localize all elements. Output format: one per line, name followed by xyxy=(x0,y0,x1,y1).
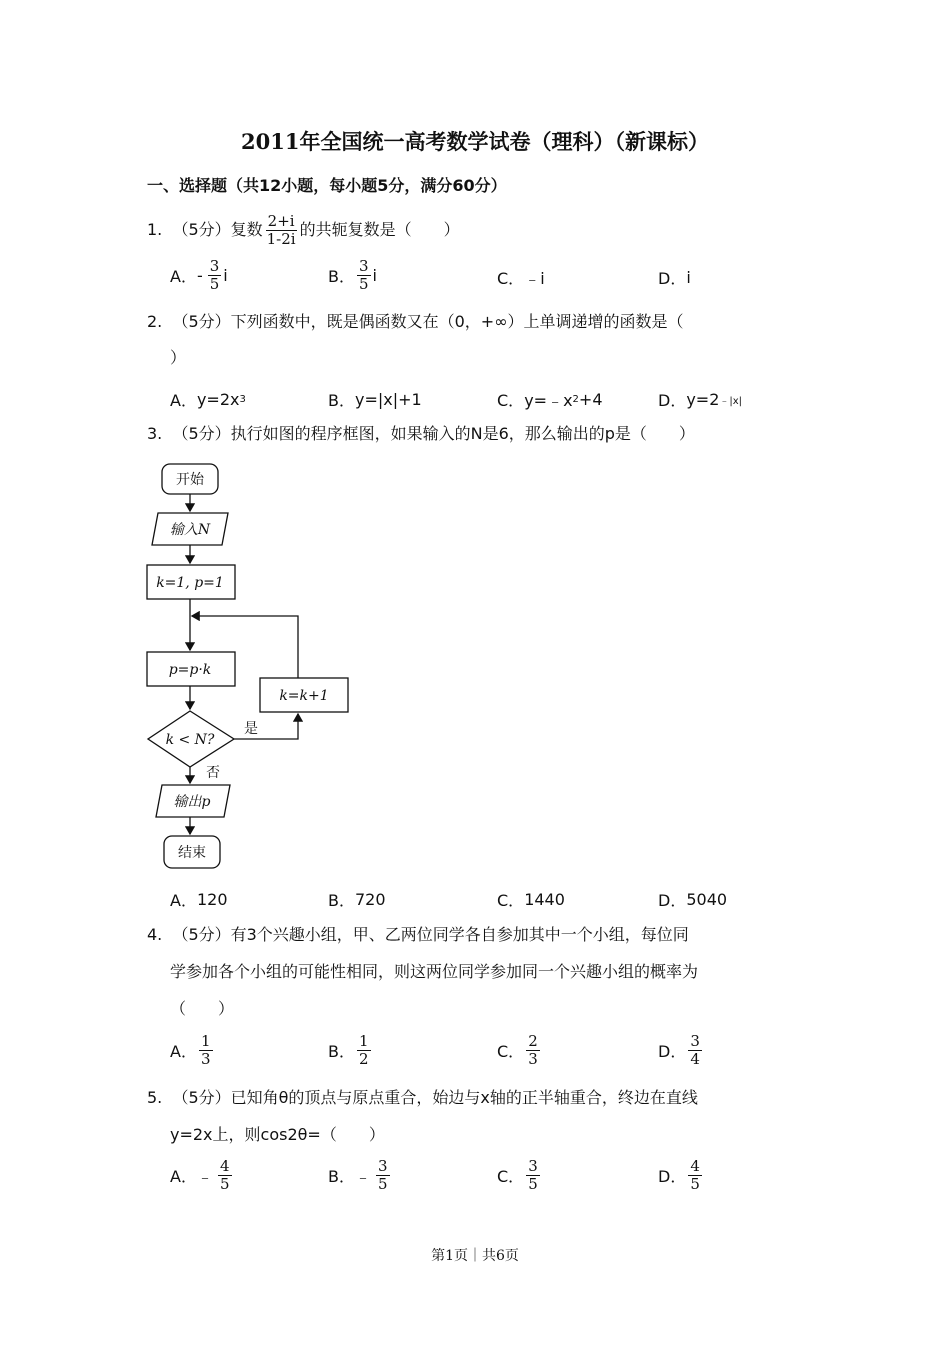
fraction xyxy=(357,1033,371,1068)
question-number: 1. xyxy=(147,220,163,239)
fraction-numerator: 1 xyxy=(200,1032,211,1050)
fraction-denominator: 5 xyxy=(528,1175,538,1193)
fraction-numerator: 4 xyxy=(219,1157,230,1175)
option-d xyxy=(658,1033,704,1068)
option-c xyxy=(497,888,565,911)
question-number: 4. xyxy=(147,925,163,944)
fraction-numerator: 3 xyxy=(209,257,220,275)
fraction xyxy=(208,258,222,293)
option-label: C． xyxy=(497,1042,525,1061)
option-text: +4 xyxy=(578,390,603,409)
option-label: A． xyxy=(170,267,197,286)
question-points: （5分） xyxy=(172,424,231,443)
flow-condition-label: k < N? xyxy=(165,732,215,748)
superscript: 3 xyxy=(239,394,246,405)
question-text: 有3个兴趣小组，甲、乙两位同学各自参加其中一个小组，每位同 xyxy=(230,925,689,944)
flow-update-k-label: k=k+1 xyxy=(279,688,329,704)
fraction xyxy=(199,1033,213,1068)
page-title: 2011年全国统一高考数学试卷（理科）（新课标） xyxy=(241,129,709,154)
option-b xyxy=(328,888,386,911)
fraction xyxy=(357,258,371,293)
option-label: B． xyxy=(328,267,355,286)
question-text: 已知角θ的顶点与原点重合，始边与x轴的正半轴重合，终边在直线 xyxy=(230,1088,698,1107)
question-points: （5分） xyxy=(172,312,231,331)
option-label: D． xyxy=(658,891,687,910)
flow-no-label: 否 xyxy=(206,765,220,781)
fraction-numerator: 2+i xyxy=(267,212,295,230)
option-text: ﹣i xyxy=(524,269,545,288)
fraction-numerator: 3 xyxy=(528,1157,538,1175)
fraction-denominator: 3 xyxy=(528,1050,538,1068)
fraction-numerator: 3 xyxy=(358,257,369,275)
option-b xyxy=(328,1033,373,1068)
option-text: y=﹣x xyxy=(524,391,573,410)
fraction-numerator: 3 xyxy=(378,1157,388,1175)
flow-output-label: 输出p xyxy=(173,794,211,810)
option-label: B． xyxy=(328,891,355,910)
option-c xyxy=(497,388,603,411)
option-label: B． xyxy=(328,391,355,410)
option-d xyxy=(658,388,742,411)
question-2 xyxy=(147,312,684,332)
option-label: D． xyxy=(658,269,687,288)
fraction-denominator: 4 xyxy=(690,1050,700,1068)
option-c xyxy=(497,1158,542,1193)
question-3 xyxy=(147,424,695,444)
option-text: 120 xyxy=(196,890,228,909)
option-label: C． xyxy=(497,891,525,910)
fraction-denominator: 3 xyxy=(200,1050,211,1068)
option-a xyxy=(170,258,228,293)
option-c xyxy=(497,266,545,289)
flowchart xyxy=(140,455,370,880)
flow-end-label: 结束 xyxy=(178,845,206,861)
fraction-denominator: 2 xyxy=(358,1050,369,1068)
option-label: C． xyxy=(497,391,525,410)
question-text: 的共轭复数是（ ） xyxy=(299,220,460,239)
fraction-denominator: 5 xyxy=(219,1175,230,1193)
question-5-line2: y=2x上，则cos2θ=（ ） xyxy=(170,1125,385,1144)
option-b xyxy=(328,1158,392,1193)
fraction xyxy=(218,1158,232,1193)
fraction-numerator: 2 xyxy=(528,1032,538,1050)
fraction xyxy=(526,1033,540,1068)
option-label: C． xyxy=(497,1167,525,1186)
option-sign: - xyxy=(196,266,203,285)
fraction xyxy=(688,1033,702,1068)
option-text: 1440 xyxy=(524,890,565,909)
option-suffix: i xyxy=(223,266,228,285)
fraction xyxy=(376,1158,390,1193)
option-text: y=2 xyxy=(686,390,720,409)
question-text: 执行如图的程序框图，如果输入的N是6，那么输出的p是（ ） xyxy=(230,424,695,443)
option-text: y=2x xyxy=(196,390,240,409)
question-2-line2: ） xyxy=(170,348,187,367)
flow-yes-label: 是 xyxy=(244,721,258,737)
option-label: C． xyxy=(497,269,525,288)
option-label: A． xyxy=(170,1042,197,1061)
fraction-denominator: 1-2i xyxy=(266,230,296,248)
question-number: 2. xyxy=(147,312,163,331)
fraction-denominator: 5 xyxy=(358,275,369,293)
question-points: （5分） xyxy=(172,925,231,944)
option-a xyxy=(170,388,246,411)
option-label: D． xyxy=(658,1042,687,1061)
option-d xyxy=(658,1158,704,1193)
option-label: B． xyxy=(328,1042,355,1061)
question-text: 下列函数中，既是偶函数又在（0，+∞）上单调递增的函数是（ xyxy=(230,312,684,331)
question-points: （5分） xyxy=(172,220,231,239)
superscript: 2 xyxy=(572,394,579,405)
question-1 xyxy=(147,213,460,248)
fraction xyxy=(688,1158,702,1193)
option-d xyxy=(658,266,691,289)
option-label: B． xyxy=(328,1167,355,1186)
page-footer: 第1页｜共6页 xyxy=(431,1248,519,1264)
option-a xyxy=(170,1158,234,1193)
section-heading: 一、选择题（共12小题，每小题5分，满分60分） xyxy=(147,176,507,195)
option-sign: ﹣ xyxy=(354,1167,371,1186)
fraction-numerator: 4 xyxy=(690,1157,700,1175)
option-b xyxy=(328,258,377,293)
question-number: 5. xyxy=(147,1088,163,1107)
option-b xyxy=(328,388,422,411)
question-4 xyxy=(147,925,689,945)
fraction-denominator: 5 xyxy=(690,1175,700,1193)
question-5 xyxy=(147,1088,698,1108)
fraction-numerator: 1 xyxy=(358,1032,369,1050)
fraction xyxy=(526,1158,540,1193)
fraction-numerator: 3 xyxy=(690,1032,700,1050)
fraction xyxy=(265,213,298,248)
flow-input-label: 输入N xyxy=(169,522,211,538)
option-d xyxy=(658,888,727,911)
option-suffix: i xyxy=(372,266,377,285)
fraction-denominator: 5 xyxy=(378,1175,388,1193)
option-label: A． xyxy=(170,1167,197,1186)
question-4-line2: 学参加各个小组的可能性相同，则这两位同学参加同一个兴趣小组的概率为 xyxy=(170,962,699,981)
option-c xyxy=(497,1033,542,1068)
option-label: A． xyxy=(170,891,197,910)
question-text: 复数 xyxy=(230,220,263,239)
question-points: （5分） xyxy=(172,1088,231,1107)
option-label: A． xyxy=(170,391,197,410)
fraction-denominator: 5 xyxy=(209,275,220,293)
option-text: 5040 xyxy=(686,890,728,909)
option-sign: ﹣ xyxy=(196,1167,213,1186)
question-4-line3: （ ） xyxy=(170,999,235,1018)
flow-init-label: k=1, p=1 xyxy=(156,575,224,591)
option-text: 720 xyxy=(354,890,386,909)
flow-start-label: 开始 xyxy=(176,472,204,488)
flow-update-p-label: p=p·k xyxy=(168,662,212,678)
option-a xyxy=(170,1033,215,1068)
superscript: ﹣|x| xyxy=(719,396,743,407)
option-text: y=|x|+1 xyxy=(354,390,422,409)
option-label: D． xyxy=(658,1167,687,1186)
option-a xyxy=(170,888,228,911)
option-text: i xyxy=(686,268,691,287)
question-number: 3. xyxy=(147,424,163,443)
option-label: D． xyxy=(658,391,687,410)
